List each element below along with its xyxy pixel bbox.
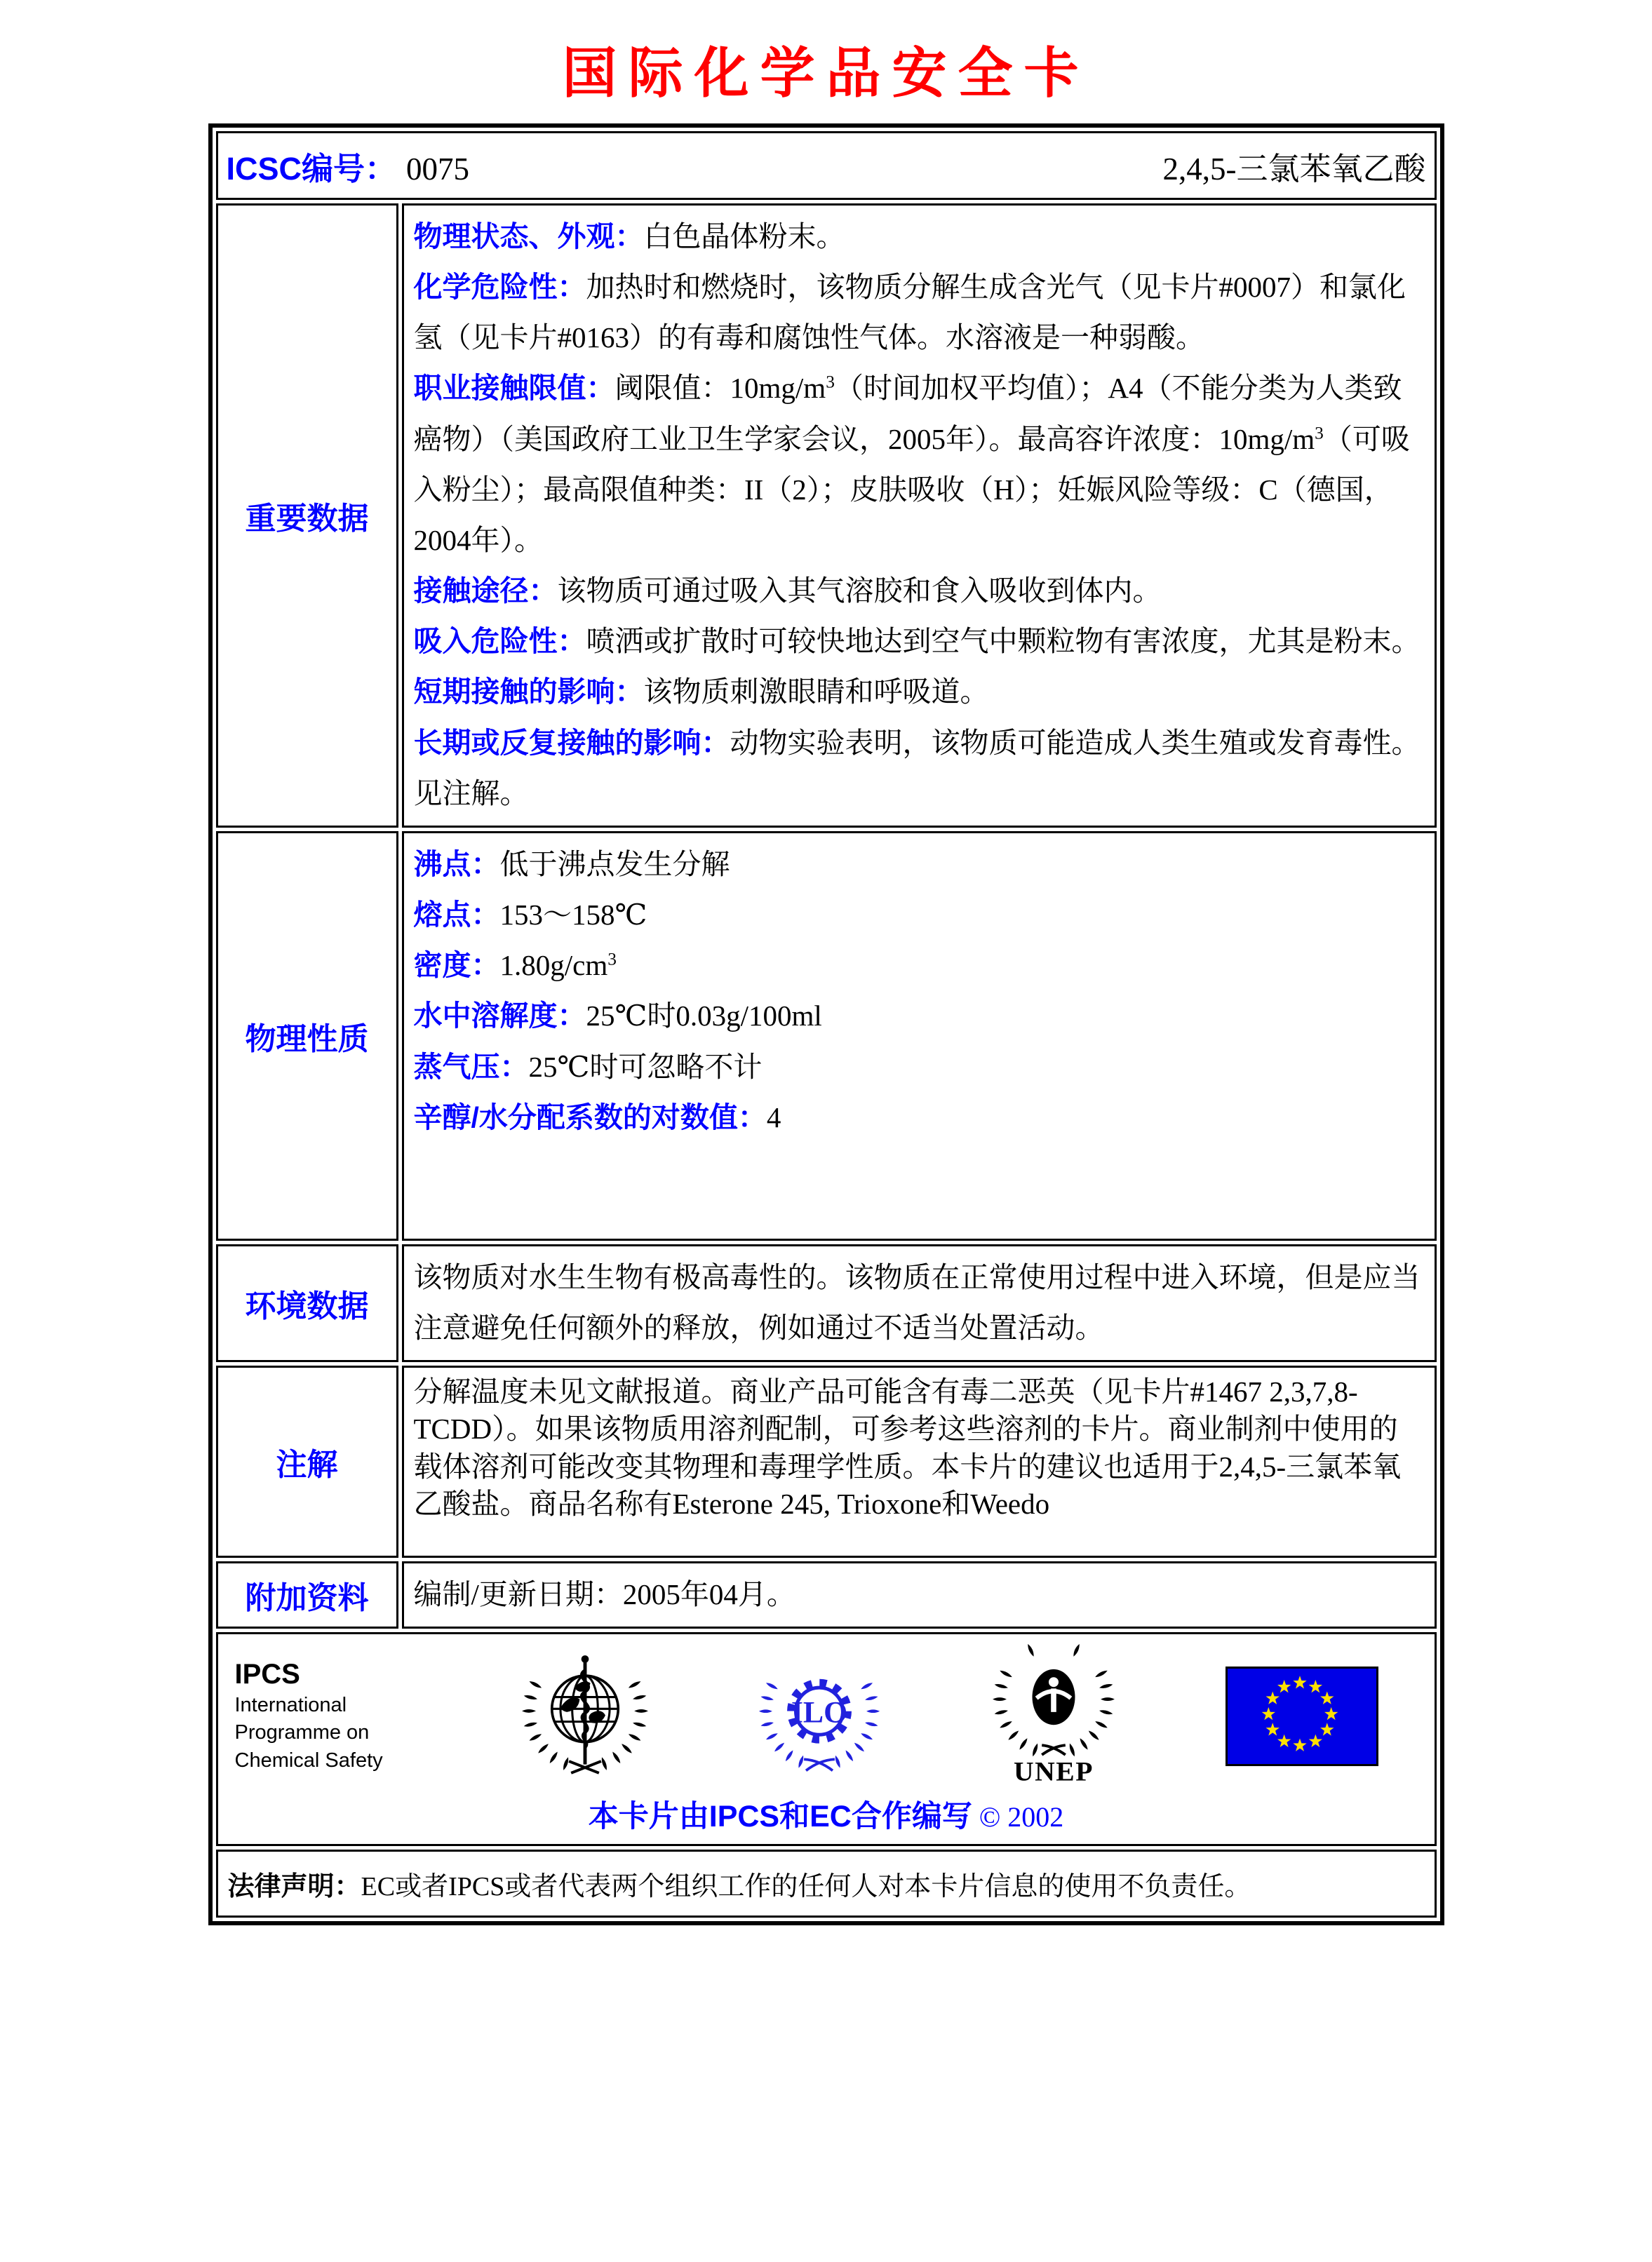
icsc-number-group <box>227 143 470 189</box>
field-label: 短期接触的影响： <box>413 675 644 708</box>
icsc-card-table <box>208 123 1444 1925</box>
legal-label: 法律声明： <box>227 1872 361 1902</box>
logos-cell <box>216 1632 1437 1846</box>
entry-line: 蒸气压：25℃时可忽略不计 <box>413 1050 763 1083</box>
page-title: 国际化学品安全卡 <box>562 43 1090 104</box>
entry-line: 长期或反复接触的影响：动物实验表明，该物质可能造成人类生殖或发育毒性。见注解。 <box>413 726 1421 809</box>
icsc-number-label: ICSC编号： <box>226 150 397 187</box>
ilo-logo-icon <box>757 1649 882 1784</box>
section-content-important-data <box>402 203 1437 828</box>
unep-logo-icon <box>988 1642 1119 1791</box>
environmental-data-row <box>216 1244 1437 1362</box>
entry-line: 短期接触的影响：该物质刺激眼睛和呼吸道。 <box>413 675 989 708</box>
entry-line: 编制/更新日期：2005年04月。 <box>413 1578 795 1611</box>
icsc-number-value: 0075 <box>406 151 470 187</box>
superscript: 3 <box>1315 422 1324 443</box>
field-label: 沸点： <box>413 847 500 880</box>
ipcs-line-1: International <box>234 1694 347 1717</box>
ipcs-title: IPCS <box>234 1659 300 1690</box>
eu-flag-icon <box>1225 1667 1378 1766</box>
section-label-physical-properties: 物理性质 <box>216 831 398 1241</box>
entry-line: 物理状态、外观：白色晶体粉末。 <box>413 220 845 253</box>
section-label-important-data: 重要数据 <box>216 203 398 828</box>
ilo-logo-text: ILO <box>791 1696 848 1730</box>
ipcs-text-block <box>235 1657 414 1774</box>
section-content-notes <box>402 1366 1437 1558</box>
entry-line: 吸入危险性：喷洒或扩散时可较快地达到空气中颗粒物有害浓度，尤其是粉末。 <box>413 625 1421 658</box>
section-label-environmental-data: 环境数据 <box>216 1244 398 1362</box>
legal-text: EC或者IPCS或者代表两个组织工作的任何人对本卡片信息的使用不负责任。 <box>361 1872 1251 1902</box>
field-label: 水中溶解度： <box>413 999 586 1032</box>
who-logo-icon <box>520 1647 650 1786</box>
entry-line: 水中溶解度：25℃时0.03g/100ml <box>413 999 822 1032</box>
section-label-notes: 注解 <box>216 1366 398 1558</box>
additional-info-row <box>216 1561 1437 1629</box>
section-content-additional-info <box>402 1561 1437 1629</box>
important-data-row <box>216 203 1437 828</box>
notes-row <box>216 1366 1437 1558</box>
header-row <box>216 131 1437 200</box>
entry-line: 密度：$1.80g/cm^3$ <box>413 949 617 982</box>
legal-cell <box>216 1850 1437 1918</box>
section-content-physical-properties <box>402 831 1437 1241</box>
unep-logo-text: UNEP <box>1013 1756 1094 1787</box>
chemical-name: 2,4,5-三氯苯氧乙酸 <box>1162 151 1426 187</box>
entry-line: 熔点：153～158℃ <box>413 898 647 931</box>
card-caption: 本卡片由IPCS和EC合作编写 <box>588 1800 972 1834</box>
entry-line: 化学危险性：加热时和燃烧时，该物质分解生成含光气（见卡片#0007）和氯化氢（见卡片#0163）的有毒和腐蚀性气体。水溶液是一种弱酸。 <box>413 271 1406 354</box>
logos-row <box>216 1632 1437 1846</box>
entry-line: 职业接触限值：阈限值：$10mg/m^3$（时间加权平均值）；A4（不能分类为人类致癌物）（美国政府工业卫生学家会议，2005年）。最高容许浓度：$10mg/m^3$（可吸入粉尘）；最高限值种类：II（2）；皮肤吸收（H）；妊娠风险等级：C（德国，2004年）。 <box>413 372 1410 556</box>
entry-line: 该物质对水生生物有极高毒性的。该物质在正常使用过程中进入环境，但是应当注意避免任何额外的释放，例如通过不适当处置活动。 <box>413 1260 1421 1345</box>
ipcs-line-2: Programme on <box>234 1721 370 1744</box>
physical-properties-row <box>216 831 1437 1241</box>
entry-line: 分解温度未见文献报道。商业产品可能含有毒二恶英（见卡片#1467 2,3,7,8-TCDD）。如果该物质用溶剂配制，可参考这些溶剂的卡片。商业制剂中使用的载体溶剂可能改变其物理和毒理学性质。本卡片的建议也适用于2,4,5-三氯苯氧乙酸盐。商品名称有Esterone 245, Trioxone和Weedo <box>413 1375 1402 1521</box>
field-label: 物理状态、外观： <box>413 220 644 253</box>
copyright: © 2002 <box>979 1801 1064 1833</box>
section-content-environmental-data <box>402 1244 1437 1362</box>
field-label: 密度： <box>413 949 500 982</box>
superscript: 3 <box>607 949 617 969</box>
ipcs-line-3: Chemical Safety <box>234 1749 383 1772</box>
field-label: 熔点： <box>413 898 500 931</box>
field-label: 化学危险性： <box>413 271 586 304</box>
superscript: 3 <box>826 372 835 392</box>
entry-line: 接触途径：该物质可通过吸入其气溶胶和食入吸收到体内。 <box>413 574 1162 607</box>
field-label: 吸入危险性： <box>413 625 586 658</box>
header-cell <box>216 131 1437 200</box>
field-label: 接触途径： <box>413 574 558 607</box>
field-label: 辛醇/水分配系数的对数值： <box>413 1100 767 1133</box>
legal-row <box>216 1850 1437 1918</box>
section-label-additional-info: 附加资料 <box>216 1561 398 1629</box>
field-label: 长期或反复接触的影响： <box>413 726 730 759</box>
entry-line: 辛醇/水分配系数的对数值：4 <box>413 1100 781 1133</box>
entry-line: 沸点：低于沸点发生分解 <box>413 847 730 880</box>
field-label: 职业接触限值： <box>413 372 615 405</box>
field-label: 蒸气压： <box>413 1050 529 1083</box>
card-caption-row <box>232 1793 1421 1836</box>
